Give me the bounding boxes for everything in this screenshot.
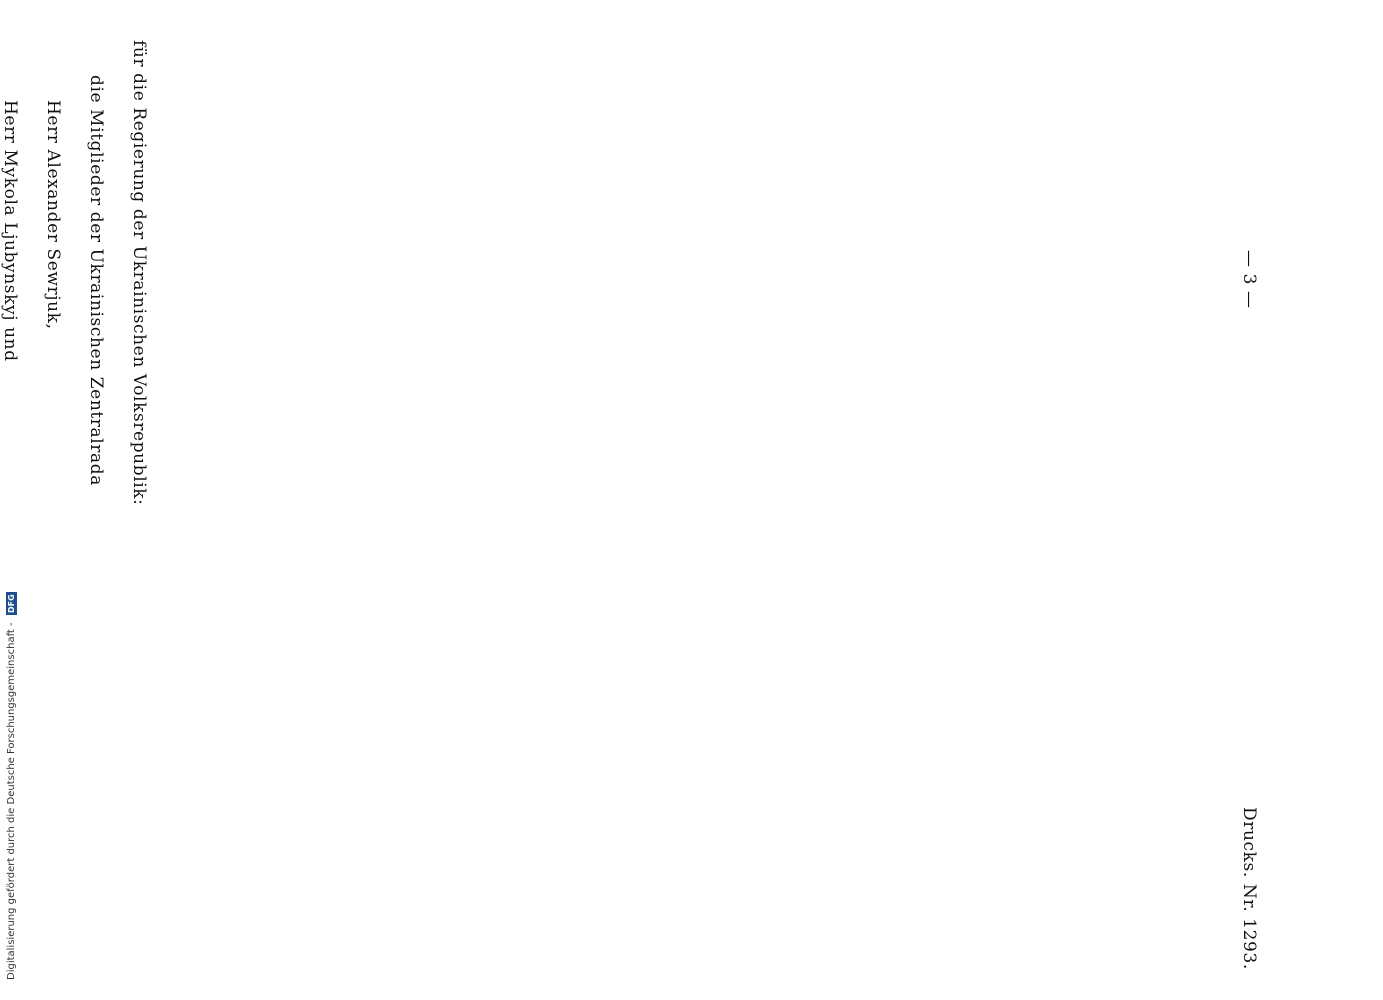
drucksache-number: Drucks. Nr. 1293.: [1239, 807, 1259, 970]
text-line: die Mitglieder der Ukrainischen Zentralrada: [86, 75, 106, 486]
digitization-note-text: Digitalisierung gefördert durch die Deutsche Forschungsgemeinschaft -: [6, 622, 17, 980]
page-header: [160, 40, 1270, 970]
text-line: für die Regierung der Ukrainischen Volksrepublik:: [129, 40, 149, 506]
text-line: Herr Alexander Sewrjuk,: [43, 100, 63, 330]
dfg-logo: DFG: [7, 594, 16, 614]
text-line: Herr Mykola Ljubynskyj und: [0, 100, 20, 362]
page-number: — 3 —: [1239, 250, 1259, 309]
digitization-note: [6, 594, 17, 980]
